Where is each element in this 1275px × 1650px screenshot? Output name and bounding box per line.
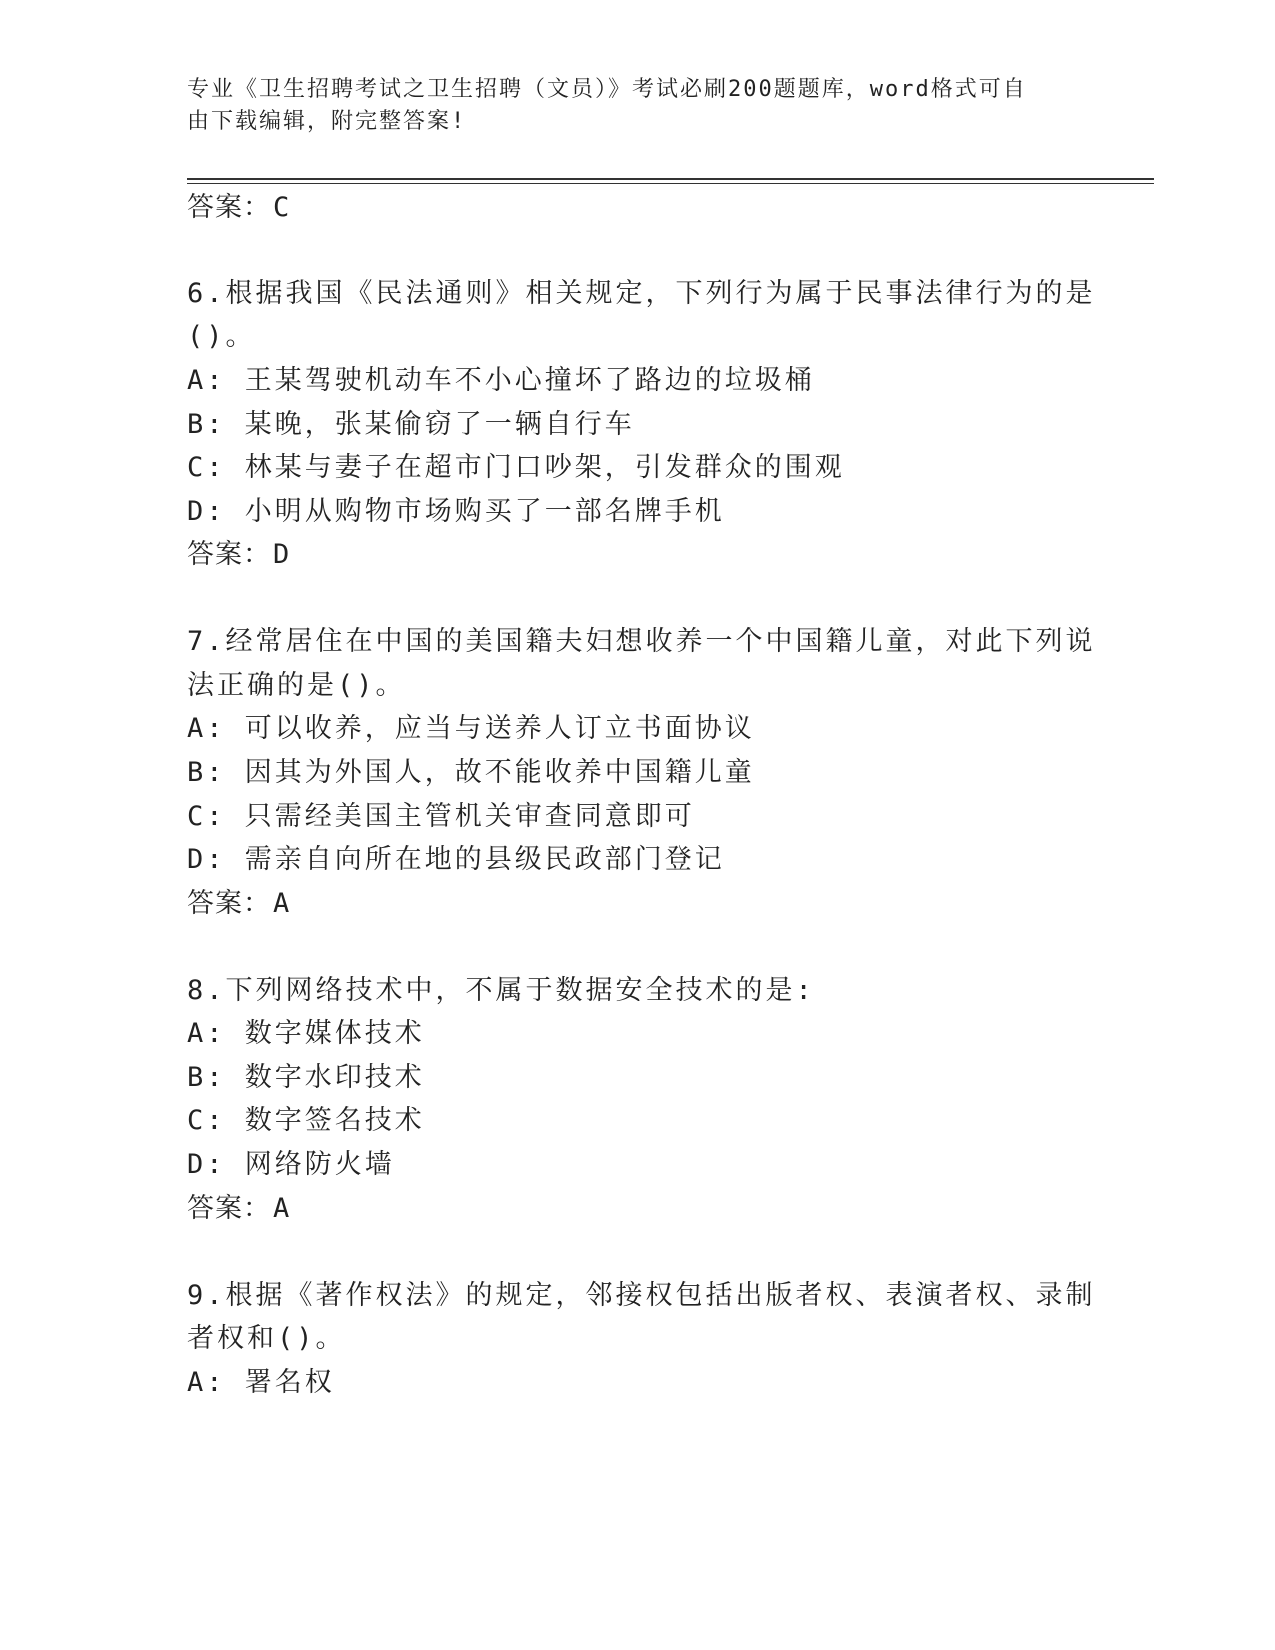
question-6-option-d: D: 小明从购物市场购买了一部名牌手机 [187, 496, 725, 527]
question-7-option-c: C: 只需经美国主管机关审查同意即可 [187, 801, 695, 832]
question-8-option-b: B: 数字水印技术 [187, 1062, 425, 1093]
question-8-stem: 8.下列网络技术中，不属于数据安全技术的是: [187, 975, 815, 1006]
question-8-option-d: D: 网络防火墙 [187, 1149, 395, 1180]
previous-answer [187, 191, 290, 225]
document-header [187, 74, 1067, 138]
question-8-option-a: A: 数字媒体技术 [187, 1018, 425, 1049]
answer-label: 答案： [187, 192, 271, 223]
header-line-1: 专业《卫生招聘考试之卫生招聘（文员）》考试必刷200题题库，word格式可自 [187, 77, 1027, 102]
question-6-option-c: C: 林某与妻子在超市门口吵架，引发群众的围观 [187, 452, 845, 483]
header-divider-thin [187, 183, 1154, 184]
header-line-2: 由下载编辑，附完整答案! [187, 109, 467, 134]
question-6-answer [187, 538, 290, 572]
answer-value: C [273, 192, 291, 223]
question-9-option-a: A: 署名权 [187, 1367, 335, 1398]
question-9-stem-line-2: 者权和()。 [187, 1323, 346, 1354]
question-8-answer [187, 1192, 290, 1226]
answer-label: 答案： [187, 1193, 271, 1224]
question-7-option-d: D: 需亲自向所在地的县级民政部门登记 [187, 844, 725, 875]
answer-value: A [273, 888, 291, 919]
answer-label: 答案： [187, 539, 271, 570]
question-6-option-b: B: 某晚，张某偷窃了一辆自行车 [187, 409, 635, 440]
question-7-stem-line-1: 7.经常居住在中国的美国籍夫妇想收养一个中国籍儿童，对此下列说 [187, 626, 1096, 657]
question-7-stem-line-2: 法正确的是()。 [187, 670, 406, 701]
question-7-option-b: B: 因其为外国人，故不能收养中国籍儿童 [187, 757, 755, 788]
header-divider-thick [187, 178, 1154, 180]
answer-value: D [273, 539, 291, 570]
question-9-stem-line-1: 9.根据《著作权法》的规定，邻接权包括出版者权、表演者权、录制 [187, 1280, 1096, 1311]
question-6-option-a: A: 王某驾驶机动车不小心撞坏了路边的垃圾桶 [187, 365, 815, 396]
question-7-option-a: A: 可以收养，应当与送养人订立书面协议 [187, 713, 755, 744]
answer-label: 答案： [187, 888, 271, 919]
answer-value: A [273, 1193, 291, 1224]
question-8-option-c: C: 数字签名技术 [187, 1105, 425, 1136]
question-6-stem-line-1: 6.根据我国《民法通则》相关规定，下列行为属于民事法律行为的是 [187, 278, 1096, 309]
question-7-answer [187, 887, 290, 921]
question-6-stem-line-2: ()。 [187, 321, 256, 352]
